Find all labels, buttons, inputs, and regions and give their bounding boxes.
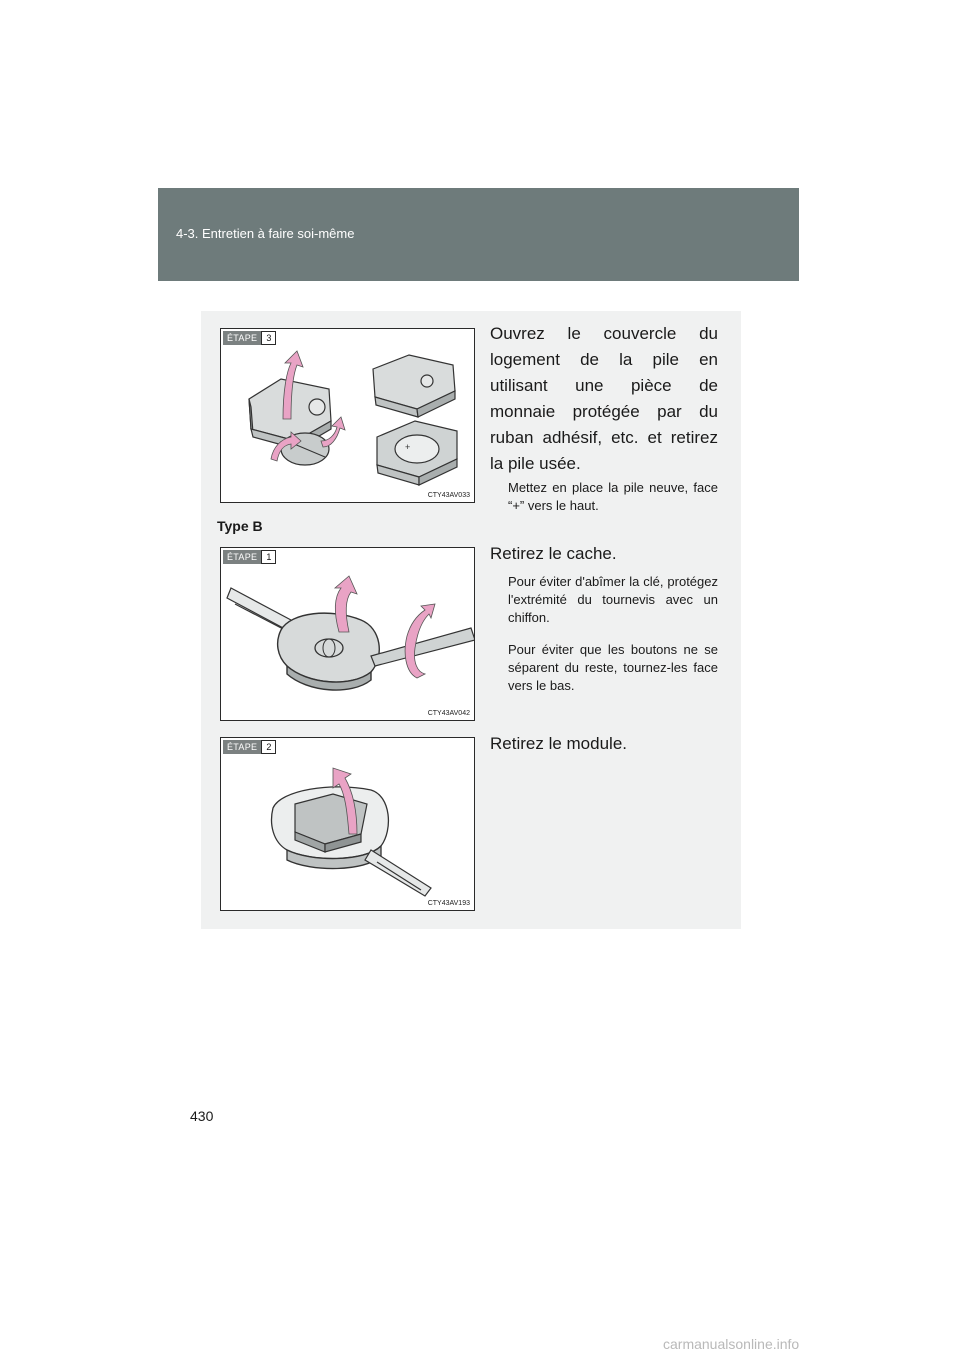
section-header-band xyxy=(158,188,799,281)
figure-code: CTY43AV042 xyxy=(427,710,470,717)
section-title: 4-3. Entretien à faire soi-même xyxy=(176,226,355,241)
type-b-heading: Type B xyxy=(217,518,263,534)
etape-label: ÉTAPE xyxy=(223,331,261,345)
type-b-step-1-note-2: Pour éviter que les boutons ne se séparent du reste, tournez-les face vers le bas. xyxy=(508,642,718,693)
type-b-step-1-note-1: Pour éviter d'abîmer la clé, protégez l'extrémité du tournevis avec un chiffon. xyxy=(508,574,718,625)
battery-plus-mark: + xyxy=(405,442,411,452)
figure-code: CTY43AV193 xyxy=(427,900,470,907)
key-module-removal-illustration xyxy=(221,738,475,911)
key-fob-battery-illustration xyxy=(221,329,475,503)
etape-label: ÉTAPE xyxy=(223,740,261,754)
etape-badge xyxy=(223,740,276,754)
figure-type-b-step-1 xyxy=(220,547,475,721)
etape-badge xyxy=(223,550,276,564)
etape-number: 3 xyxy=(261,331,276,345)
figure-step-3 xyxy=(220,328,475,503)
content-panel xyxy=(201,311,741,929)
etape-number: 2 xyxy=(261,740,276,754)
etape-badge xyxy=(223,331,276,345)
etape-number: 1 xyxy=(261,550,276,564)
etape-label: ÉTAPE xyxy=(223,550,261,564)
type-b-step-2-instruction: Retirez le module. xyxy=(490,734,628,753)
figure-type-b-step-2 xyxy=(220,737,475,911)
figure-code: CTY43AV033 xyxy=(427,492,470,499)
watermark: carmanualsonline.info xyxy=(663,1336,800,1352)
type-b-step-1-instruction: Retirez le cache. xyxy=(490,544,617,563)
step-3-instruction: Ouvrez le couvercle du logement de la pile en utilisant une pièce de monnaie protégée par du ruban adhésif, etc. et retirez la pile usée. xyxy=(490,324,718,473)
step-3-note: Mettez en place la pile neuve, face “+” vers le haut. xyxy=(508,480,718,513)
page-number: 430 xyxy=(190,1108,214,1124)
key-cover-removal-illustration xyxy=(221,548,475,721)
